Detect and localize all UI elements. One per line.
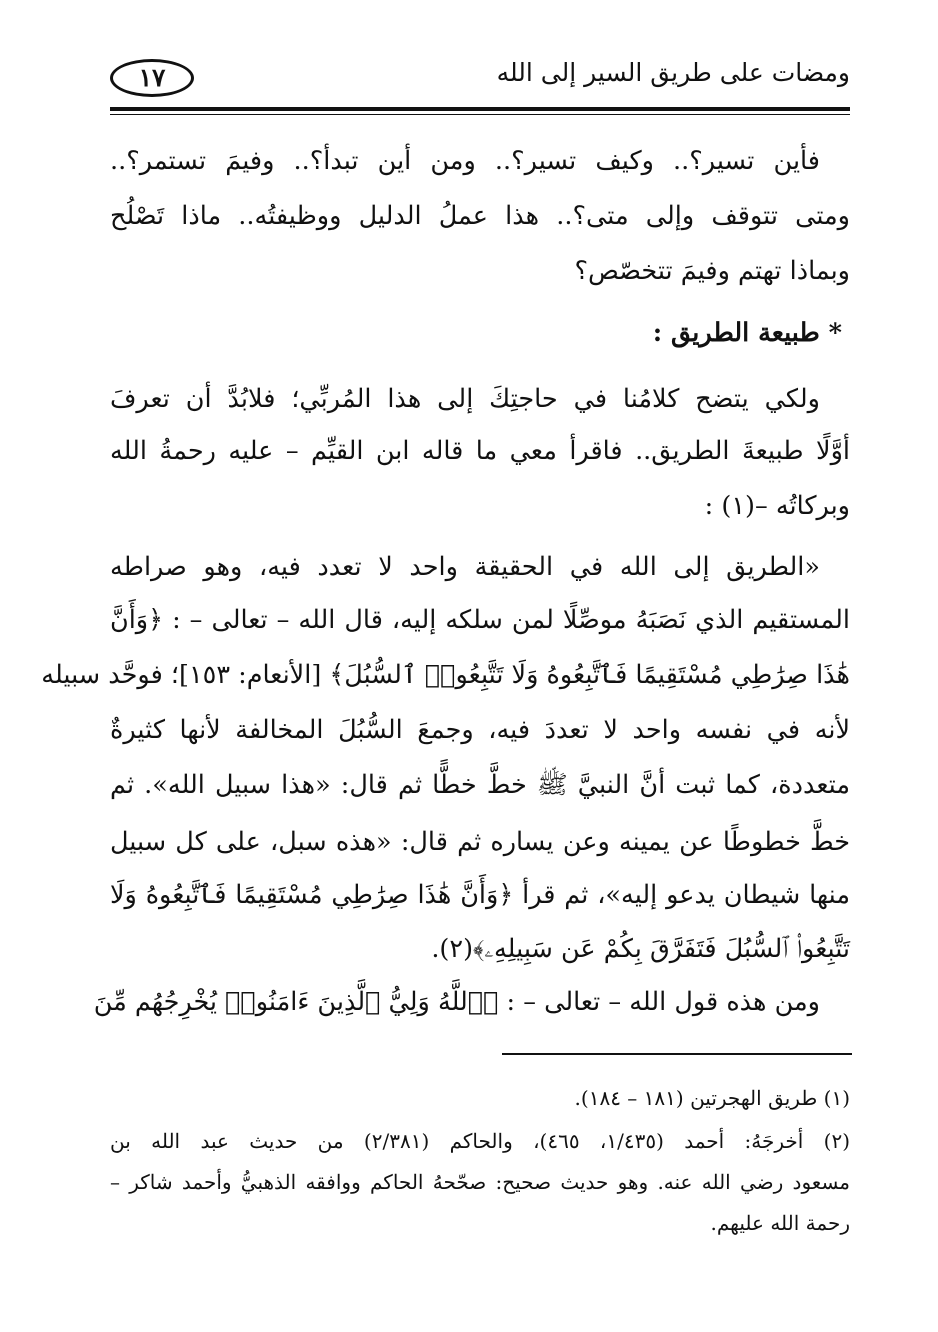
text-line: ومتى تتوقف وإلى متى؟.. هذا عملُ الدليل ووظيفتُه.. ماذا تَصْلُح <box>110 201 850 231</box>
header-rule-thin <box>110 114 850 115</box>
page-number: ١٧ <box>110 59 194 97</box>
header-rule <box>110 107 850 111</box>
text-line: ومن هذه قول الله – تعالى – : ﴿ٱللَّهُ وَلِيُّ ٱلَّذِينَ ءَامَنُوا۟ يُخْرِجُهُم مِّنَ <box>93 987 820 1017</box>
text-line: أوَّلًا طبيعةَ الطريق.. فاقرأ معي ما قاله ابن القيِّم – عليه رحمةُ الله <box>110 436 850 466</box>
text-line: ولكي يتضح كلامُنا في حاجتِكَ إلى هذا المُربِّي؛ فلابُدَّ أن تعرفَ <box>110 384 820 414</box>
running-header <box>110 50 850 110</box>
footnote: مسعود رضي الله عنه. وهو حديث صحيح: صحّحهُ الحاكم ووافقه الذهبيُّ وأحمد شاكر – <box>110 1170 850 1194</box>
quote-line: تَتَّبِعُوا۟ ٱلسُّبُلَ فَتَفَرَّقَ بِكُمْ عَن سَبِيلِهِۦ﴾(٢). <box>431 934 850 964</box>
quote-line: هَٰذَا صِرَٰطِي مُسْتَقِيمًا فَٱتَّبِعُوهُ وَلَا تَتَّبِعُوا۟ ٱلسُّبُلَ﴾ [الأنعام: ١٥٣]؛ فوحَّد سبيله <box>41 660 850 690</box>
text-line: وبركاتُه –(١) : <box>704 491 850 521</box>
footnote: (١) طريق الهجرتين (١٨١ – ١٨٤). <box>574 1086 850 1110</box>
section-heading: * طبيعة الطريق : <box>652 318 842 348</box>
text-line: فأين تسير؟.. وكيف تسير؟.. ومن أين تبدأ؟.. وفيمَ تستمر؟.. <box>110 146 820 176</box>
quote-line: «الطريق إلى الله في الحقيقة واحد لا تعدد فيه، وهو صراطه <box>110 552 820 582</box>
quote-line: المستقيم الذي نَصَبَهُ موصِّلًا لمن سلكه إليه، قال الله – تعالى – : ﴿وَأَنَّ <box>110 605 850 635</box>
footnote: رحمة الله عليهم. <box>710 1211 850 1235</box>
quote-line: لأنه في نفسه واحد لا تعددَ فيه، وجمعَ السُّبُلَ المخالفة لأنها كثيرةٌ <box>110 715 850 745</box>
quote-line: منها شيطان يدعو إليه»، ثم قرأ ﴿وَأَنَّ هَٰذَا صِرَٰطِي مُسْتَقِيمًا فَٱتَّبِعُوهُ وَلَا <box>110 880 850 910</box>
quote-line: متعددة، كما ثبت أنَّ النبيَّ ﷺ خطَّ خطًّا ثم قال: «هذا سبيل الله». ثم <box>110 770 850 800</box>
text-line: وبماذا تهتم وفيمَ تتخصّص؟ <box>574 256 850 286</box>
footnote: (٢) أخرجَهُ: أحمد (١/٤٣٥، ٤٦٥)، والحاكم (٢/٣٨١) من حديث عبد الله بن <box>110 1129 851 1153</box>
quote-line: خطَّ خطوطًا عن يمينه وعن يساره ثم قال: «هذه سبل، على كل سبيل <box>110 827 850 857</box>
running-title: ومضات على طريق السير إلى الله <box>496 58 850 87</box>
footnote-separator <box>502 1053 852 1055</box>
